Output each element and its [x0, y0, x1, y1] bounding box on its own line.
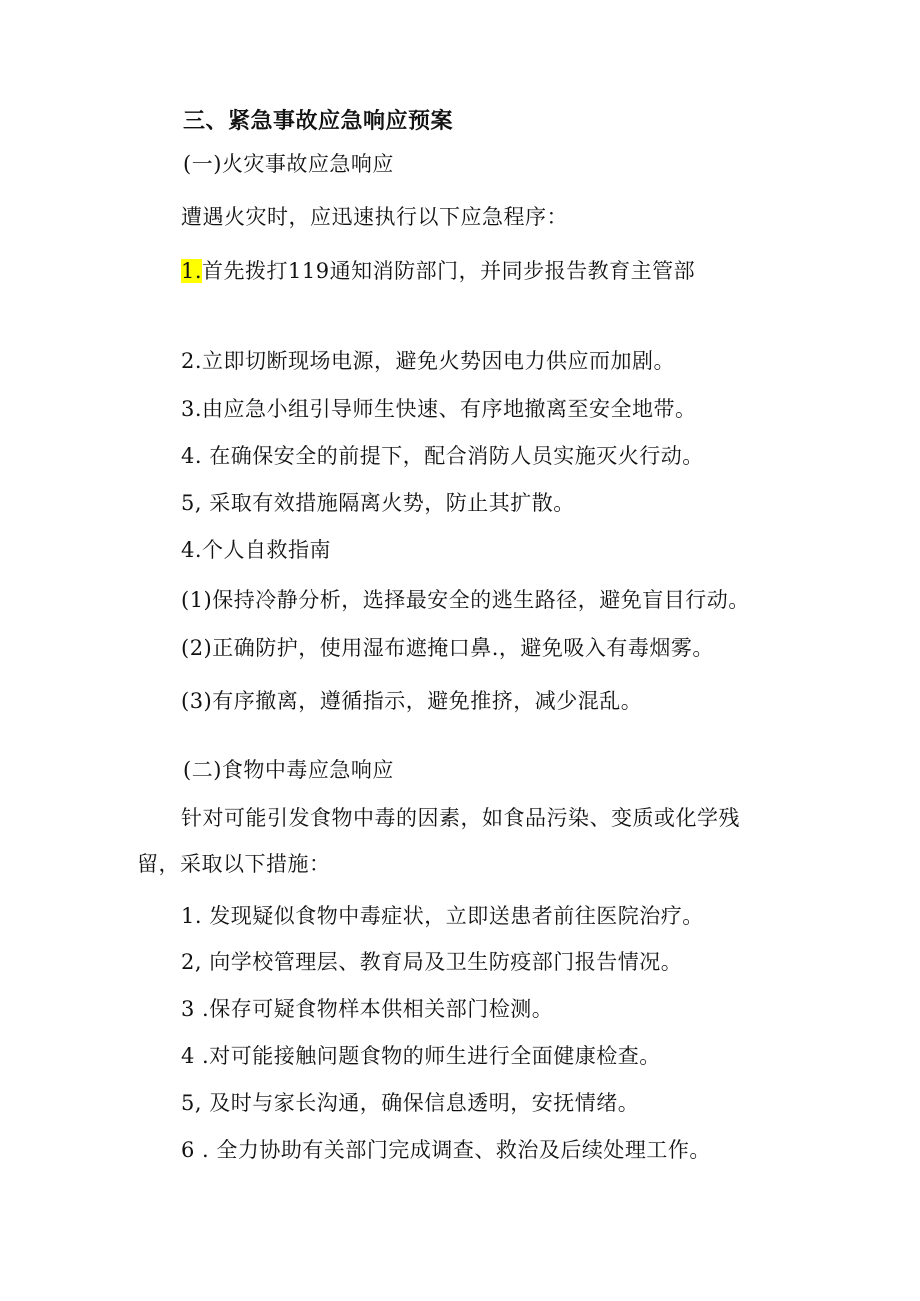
- fire-step-2: 2.立即切断现场电源，避免火势因电力供应而加剧。: [181, 349, 676, 373]
- self-rescue-item-2: (2)正确防护，使用湿布遮掩口鼻.，避免吸入有毒烟雾。: [181, 636, 714, 660]
- self-rescue-heading: 4.个人自救指南: [181, 538, 332, 562]
- self-rescue-item-3: (3)有序撤离，遵循指示，避免推挤，减少混乱。: [181, 689, 643, 713]
- fire-step-3: 3.由应急小组引导师生快速、有序地撤离至安全地带。: [181, 397, 697, 421]
- highlighted-number: 1.: [181, 259, 203, 283]
- fire-step-5: 5, 采取有效措施隔离火势，防止其扩散。: [181, 491, 575, 515]
- fire-step-1: [181, 256, 695, 286]
- food-heading: (二)食物中毒应急响应: [183, 758, 394, 782]
- food-intro-line-1: 针对可能引发食物中毒的因素，如食品污染、变质或化学残: [181, 806, 740, 830]
- fire-heading: (一)火灾事故应急响应: [183, 152, 394, 176]
- food-step-3: 3 .保存可疑食物样本供相关部门检测。: [181, 997, 554, 1021]
- self-rescue-item-1: (1)保持冷静分析，选择最安全的逃生路径，避免盲目行动。: [181, 588, 750, 612]
- food-step-4: 4 .对可能接触问题食物的师生进行全面健康检查。: [181, 1044, 661, 1068]
- section-title: 三、紧急事故应急响应预案: [183, 109, 454, 134]
- food-intro-line-2: 留，采取以下措施：: [137, 852, 331, 876]
- food-step-2: 2, 向学校管理层、教育局及卫生防疫部门报告情况。: [181, 950, 683, 974]
- fire-step-4: 4. 在确保安全的前提下，配合消防人员实施灭火行动。: [181, 444, 704, 468]
- food-step-6: 6 . 全力协助有关部门完成调查、救治及后续处理工作。: [181, 1138, 711, 1162]
- fire-step-1-text: 首先拨打119通知消防部门，并同步报告教育主管部: [202, 259, 696, 283]
- fire-intro: 遭遇火灾时，应迅速执行以下应急程序：: [181, 205, 568, 229]
- food-step-5: 5, 及时与家长沟通，确保信息透明，安抚情绪。: [181, 1091, 640, 1115]
- food-step-1: 1. 发现疑似食物中毒症状，立即送患者前往医院治疗。: [181, 904, 704, 928]
